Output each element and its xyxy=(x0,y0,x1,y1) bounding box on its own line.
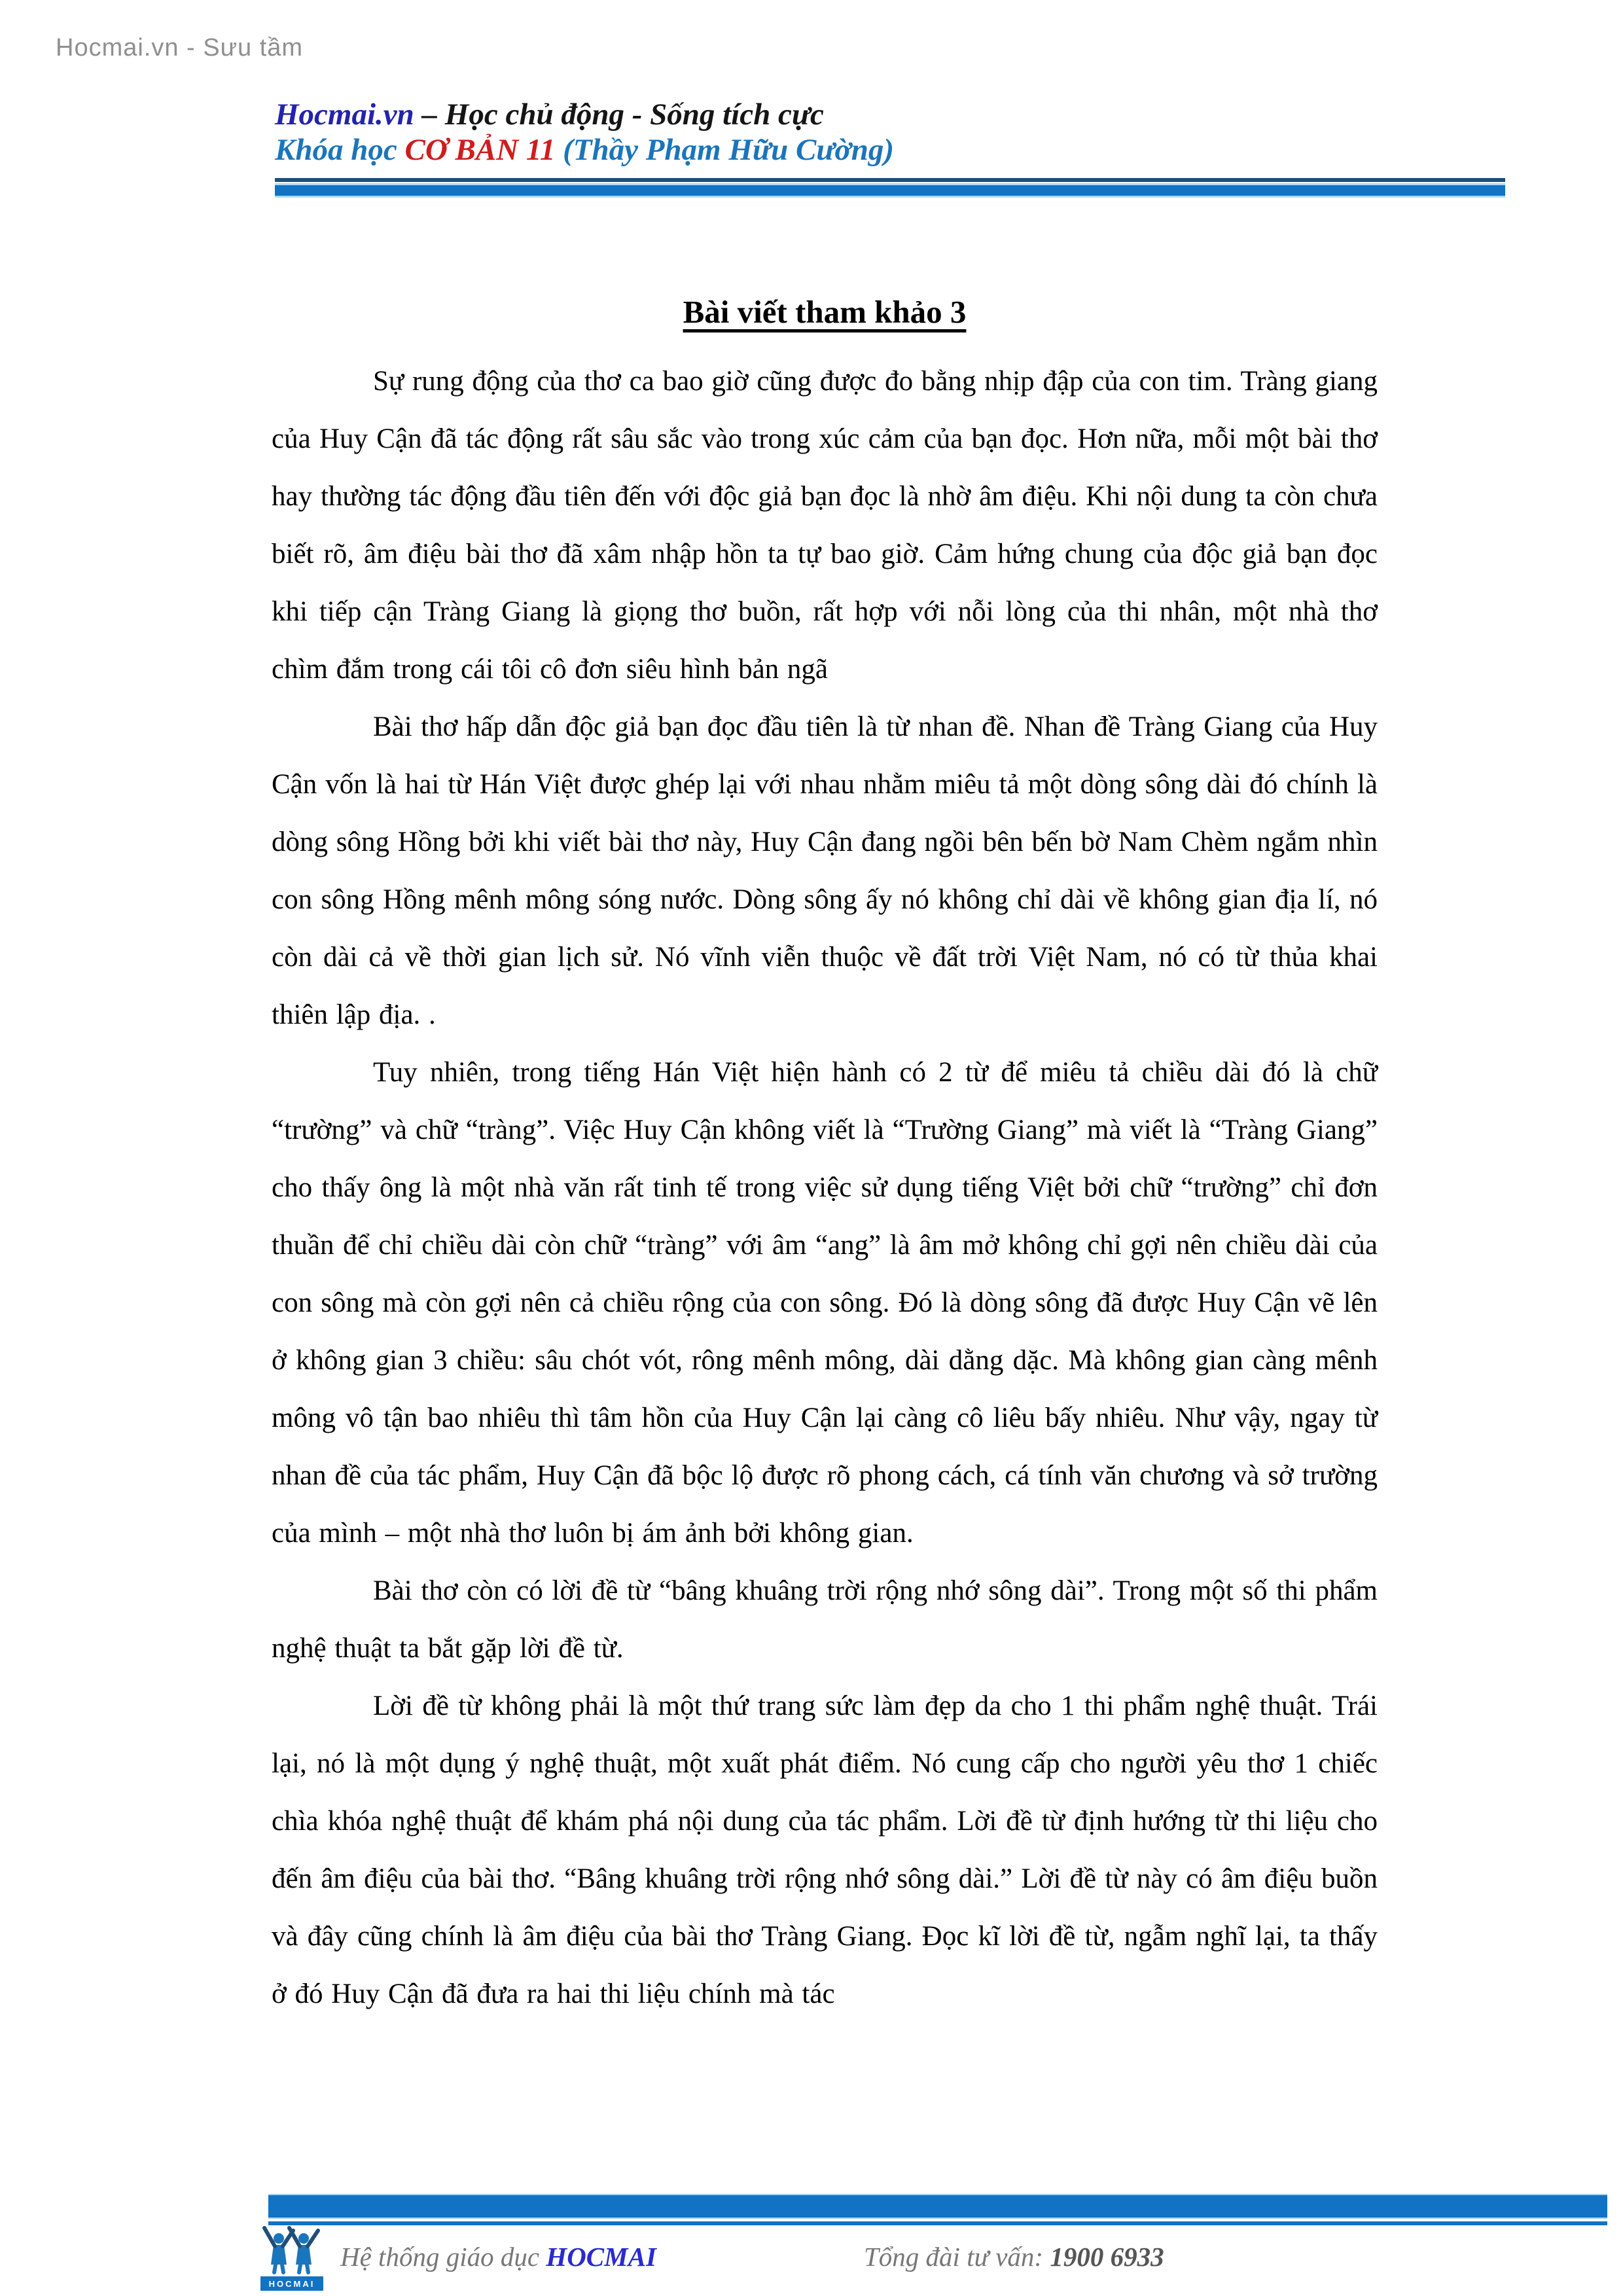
footer-thin-line xyxy=(268,2221,1607,2225)
footer-hotline xyxy=(864,2241,1164,2272)
footer-hotline-number: 1900 6933 xyxy=(1050,2242,1164,2272)
logo-text: HOCMAI xyxy=(268,2279,315,2289)
footer-org-prefix: Hệ thống giáo dục xyxy=(340,2242,546,2272)
course-name: CƠ BẢN 11 xyxy=(404,133,556,167)
document-body xyxy=(272,293,1378,2023)
page-title-text: Bài viết tham khảo 3 xyxy=(683,294,967,330)
footer-org xyxy=(340,2241,656,2272)
paragraph: Tuy nhiên, trong tiếng Hán Việt hiện hành có 2 từ để miêu tả chiều dài đó là chữ “trường” và chữ “tràng”. Việc Huy Cận không viết là “Trường Giang” mà viết là “Tràng Giang” cho thấy ông là một nhà văn rất tinh tế trong việc sử dụng tiếng Việt bởi chữ “trường” chỉ đơn thuần để chỉ chiều dài còn chữ “tràng” với âm “ang” là âm mở không chỉ gợi nên chiều dài của con sông mà còn gợi nên cả chiều rộng của con sông. Đó là dòng sông đã được Huy Cận vẽ lên ở không gian 3 chiều: sâu chót vót, rông mênh mông, dài dằng dặc. Mà không gian càng mênh mông vô tận bao nhiêu thì tâm hồn của Huy Cận lại càng cô liêu bấy nhiêu. Như vậy, ngay từ nhan đề của tác phẩm, Huy Cận đã bộc lộ được rõ phong cách, cá tính văn chương và sở trường của mình – một nhà thơ luôn bị ám ảnh bởi không gian. xyxy=(272,1057,1378,1549)
footer-hotline-label: Tổng đài tư vấn: xyxy=(864,2242,1050,2272)
header-slogan: Học chủ động - Sống tích cực xyxy=(444,98,824,132)
header-rule-bar xyxy=(275,183,1505,198)
course-prefix: Khóa học xyxy=(275,133,405,167)
header-rule-dark xyxy=(275,178,1505,182)
page-title xyxy=(272,293,1378,331)
footer-org-name: HOCMAI xyxy=(546,2242,656,2272)
paragraph: Lời đề từ không phải là một thứ trang sức làm đẹp da cho 1 thi phẩm nghệ thuật. Trái lại, nó là một dụng ý nghệ thuật, một xuất phát điểm. Nó cung cấp cho người yêu thơ 1 chiếc chìa khóa nghệ thuật để khám phá nội dung của tác phẩm. Lời đề từ định hướng từ thi liệu cho đến âm điệu của bài thơ. “Bâng khuâng trời rộng nhớ sông dài.” Lời đề từ này có âm điệu buồn và đây cũng chính là âm điệu của bài thơ Tràng Giang. Đọc kĩ lời đề từ, ngẫm nghĩ lại, ta thấy ở đó Huy Cận đã đưa ra hai thi liệu chính mà tác xyxy=(272,1691,1378,2009)
paragraph: Bài thơ còn có lời đề từ “bâng khuâng trời rộng nhớ sông dài”. Trong một số thi phẩm nghệ thuật ta bắt gặp lời đề từ. xyxy=(272,1575,1378,1664)
course-teacher: (Thầy Phạm Hữu Cường) xyxy=(555,133,894,167)
header-separator: – xyxy=(414,98,445,132)
page-header xyxy=(275,97,1505,198)
header-slogan-line xyxy=(275,97,1505,132)
brand-name: Hocmai.vn xyxy=(275,98,414,132)
paragraph: Bài thơ hấp dẫn độc giả bạn đọc đầu tiên là từ nhan đề. Nhan đề Tràng Giang của Huy Cận vốn là hai từ Hán Việt được ghép lại với nhau nhằm miêu tả một dòng sông dài đó chính là dòng sông Hồng bởi khi viết bài thơ này, Huy Cận đang ngồi bên bến bờ Nam Chèm ngắm nhìn con sông Hồng mênh mông sóng nước. Dòng sông ấy nó không chỉ dài về không gian địa lí, nó còn dài cả về thời gian lịch sử. Nó vĩnh viễn thuộc về đất trời Việt Nam, nó có từ thủa khai thiên lập địa. . xyxy=(272,711,1378,1030)
paragraph: Sự rung động của thơ ca bao giờ cũng được đo bằng nhịp đập của con tim. Tràng giang của Huy Cận đã tác động rất sâu sắc vào trong xúc cảm của bạn đọc. Hơn nữa, mỗi một bài thơ hay thường tác động đầu tiên đến với độc giả bạn đọc là nhờ âm điệu. Khi nội dung ta còn chưa biết rõ, âm điệu bài thơ đã xâm nhập hồn ta tự bao giờ. Cảm hứng chung của độc giả bạn đọc khi tiếp cận Tràng Giang là giọng thơ buồn, rất hợp với nỗi lòng của thi nhân, một nhà thơ chìm đắm trong cái tôi cô đơn siêu hình bản ngã xyxy=(272,366,1378,685)
header-course-line xyxy=(275,132,1505,168)
hocmai-logo-icon xyxy=(259,2224,325,2292)
watermark: Hocmai.vn - Sưu tầm xyxy=(56,34,304,62)
footer-bar xyxy=(268,2194,1607,2219)
